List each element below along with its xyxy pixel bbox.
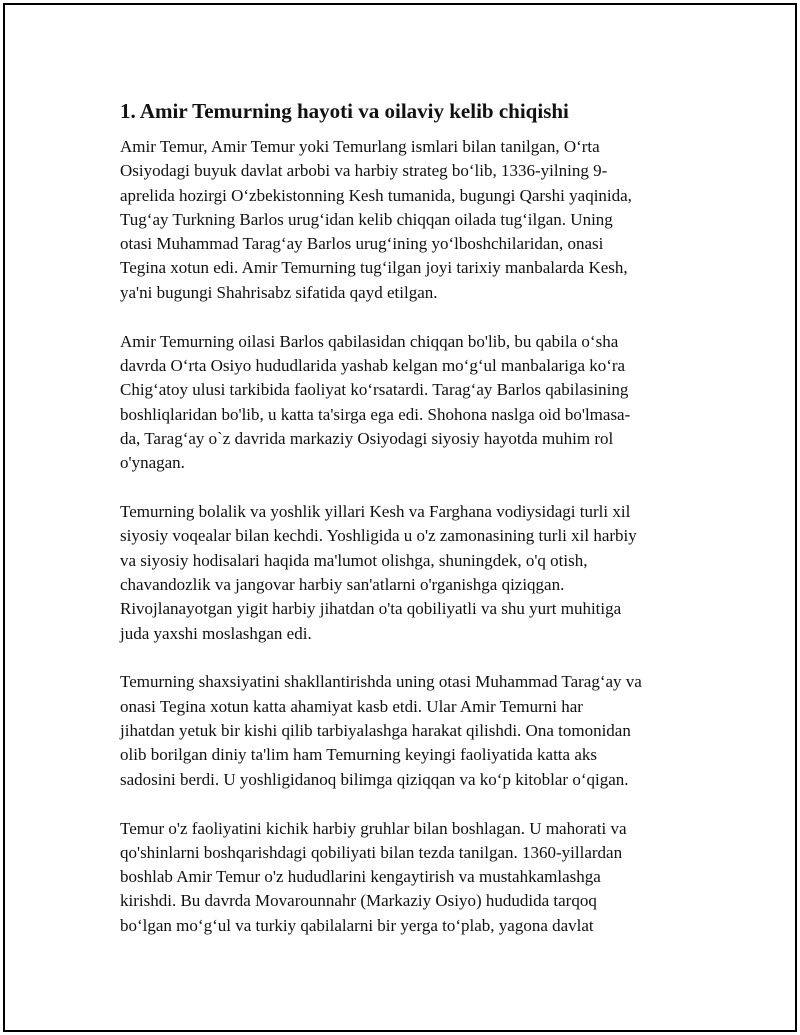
text-line: onasi Tegina xotun katta ahamiyat kasb etdi. Ular Amir Temurni har <box>120 696 583 716</box>
text-line: kirishdi. Bu davrda Movarounnahr (Markaziy Osiyo) hududida tarqoq <box>120 891 597 911</box>
text-line: Temurning bolalik va yoshlik yillari Kesh va Farghana vodiysidagi turli xil <box>120 502 631 522</box>
text-line: Osiyodagi buyuk davlat arbobi va harbiy strateg bo‘lib, 1336-yilning 9- <box>120 161 608 181</box>
text-line: qo'shinlarni boshqarishdagi qobiliyati bilan tezda tanilgan. 1360-yillardan <box>120 842 623 862</box>
paragraph-1 <box>120 135 695 305</box>
text-line: jihatdan yetuk bir kishi qilib tarbiyalashga harakat qilishdi. Ona tomonidan <box>120 721 631 741</box>
text-line: siyosiy voqealar bilan kechdi. Yoshligida u o'z zamonasining turli xil harbiy <box>120 526 637 546</box>
text-line: va siyosiy hodisalari haqida ma'lumot olishga, shuningdek, o'q otish, <box>120 550 588 570</box>
text-line: Chig‘atoy ulusi tarkibida faoliyat ko‘rsatardi. Tarag‘ay Barlos qabilasining <box>120 380 629 400</box>
text-line: aprelida hozirgi O‘zbekistonning Kesh tumanida, bugungi Qarshi yaqinida, <box>120 185 632 205</box>
text-line: o'ynagan. <box>120 453 185 473</box>
text-line: boshliqlaridan bo'lib, u katta ta'sirga ega edi. Shohona naslga oid bo'lmasa- <box>120 404 631 424</box>
paragraph-4 <box>120 670 695 791</box>
page-frame <box>3 3 797 1032</box>
text-line: Tegina xotun edi. Amir Temurning tug‘ilgan joyi tarixiy manbalarda Kesh, <box>120 258 628 278</box>
text-line: juda yaxshi moslashgan edi. <box>120 623 312 643</box>
text-line: Temur o'z faoliyatini kichik harbiy gruhlar bilan boshlagan. U mahorati va <box>120 818 627 838</box>
text-line: ya'ni bugungi Shahrisabz sifatida qayd etilgan. <box>120 282 438 302</box>
text-line: da, Tarag‘ay o`z davrida markaziy Osiyodagi siyosiy hayotda muhim rol <box>120 428 614 448</box>
text-line: boshlab Amir Temur o'z hududlarini kengaytirish va mustahkamlashga <box>120 867 601 887</box>
text-line: Temurning shaxsiyatini shakllantirishda uning otasi Muhammad Tarag‘ay va <box>120 672 642 692</box>
text-line: bo‘lgan mo‘g‘ul va turkiy qabilalarni bir yerga to‘plab, yagona davlat <box>120 915 594 935</box>
text-line: davrda O‘rta Osiyo hududlarida yashab kelgan mo‘g‘ul manbalariga ko‘ra <box>120 355 626 375</box>
paragraph-5 <box>120 817 695 938</box>
document-heading: 1. Amir Temurning hayoti va oilaviy kelib chiqishi <box>120 99 569 123</box>
text-line: otasi Muhammad Tarag‘ay Barlos urug‘ining yo‘lboshchilaridan, onasi <box>120 234 604 254</box>
text-line: Rivojlanayotgan yigit harbiy jihatdan o'ta qobiliyatli va shu yurt muhitiga <box>120 599 622 619</box>
text-line: olib borilgan diniy ta'lim ham Temurning keyingi faoliyatida katta aks <box>120 745 597 765</box>
paragraph-2 <box>120 330 695 476</box>
text-line: Amir Temur, Amir Temur yoki Temurlang ismlari bilan tanilgan, O‘rta <box>120 137 600 156</box>
text-line: Amir Temurning oilasi Barlos qabilasidan chiqqan bo'lib, bu qabila o‘sha <box>120 331 619 351</box>
text-line: sadosini berdi. U yoshligidanoq bilimga qiziqqan va ko‘p kitoblar o‘qigan. <box>120 769 629 789</box>
text-line: chavandozlik va jangovar harbiy san'atlarni o'rganishga qiziqgan. <box>120 574 565 594</box>
text-line: Tug‘ay Turkning Barlos urug‘idan kelib chiqqan oilada tug‘ilgan. Uning <box>120 209 613 229</box>
paragraph-3 <box>120 500 695 646</box>
document-body <box>120 97 695 963</box>
